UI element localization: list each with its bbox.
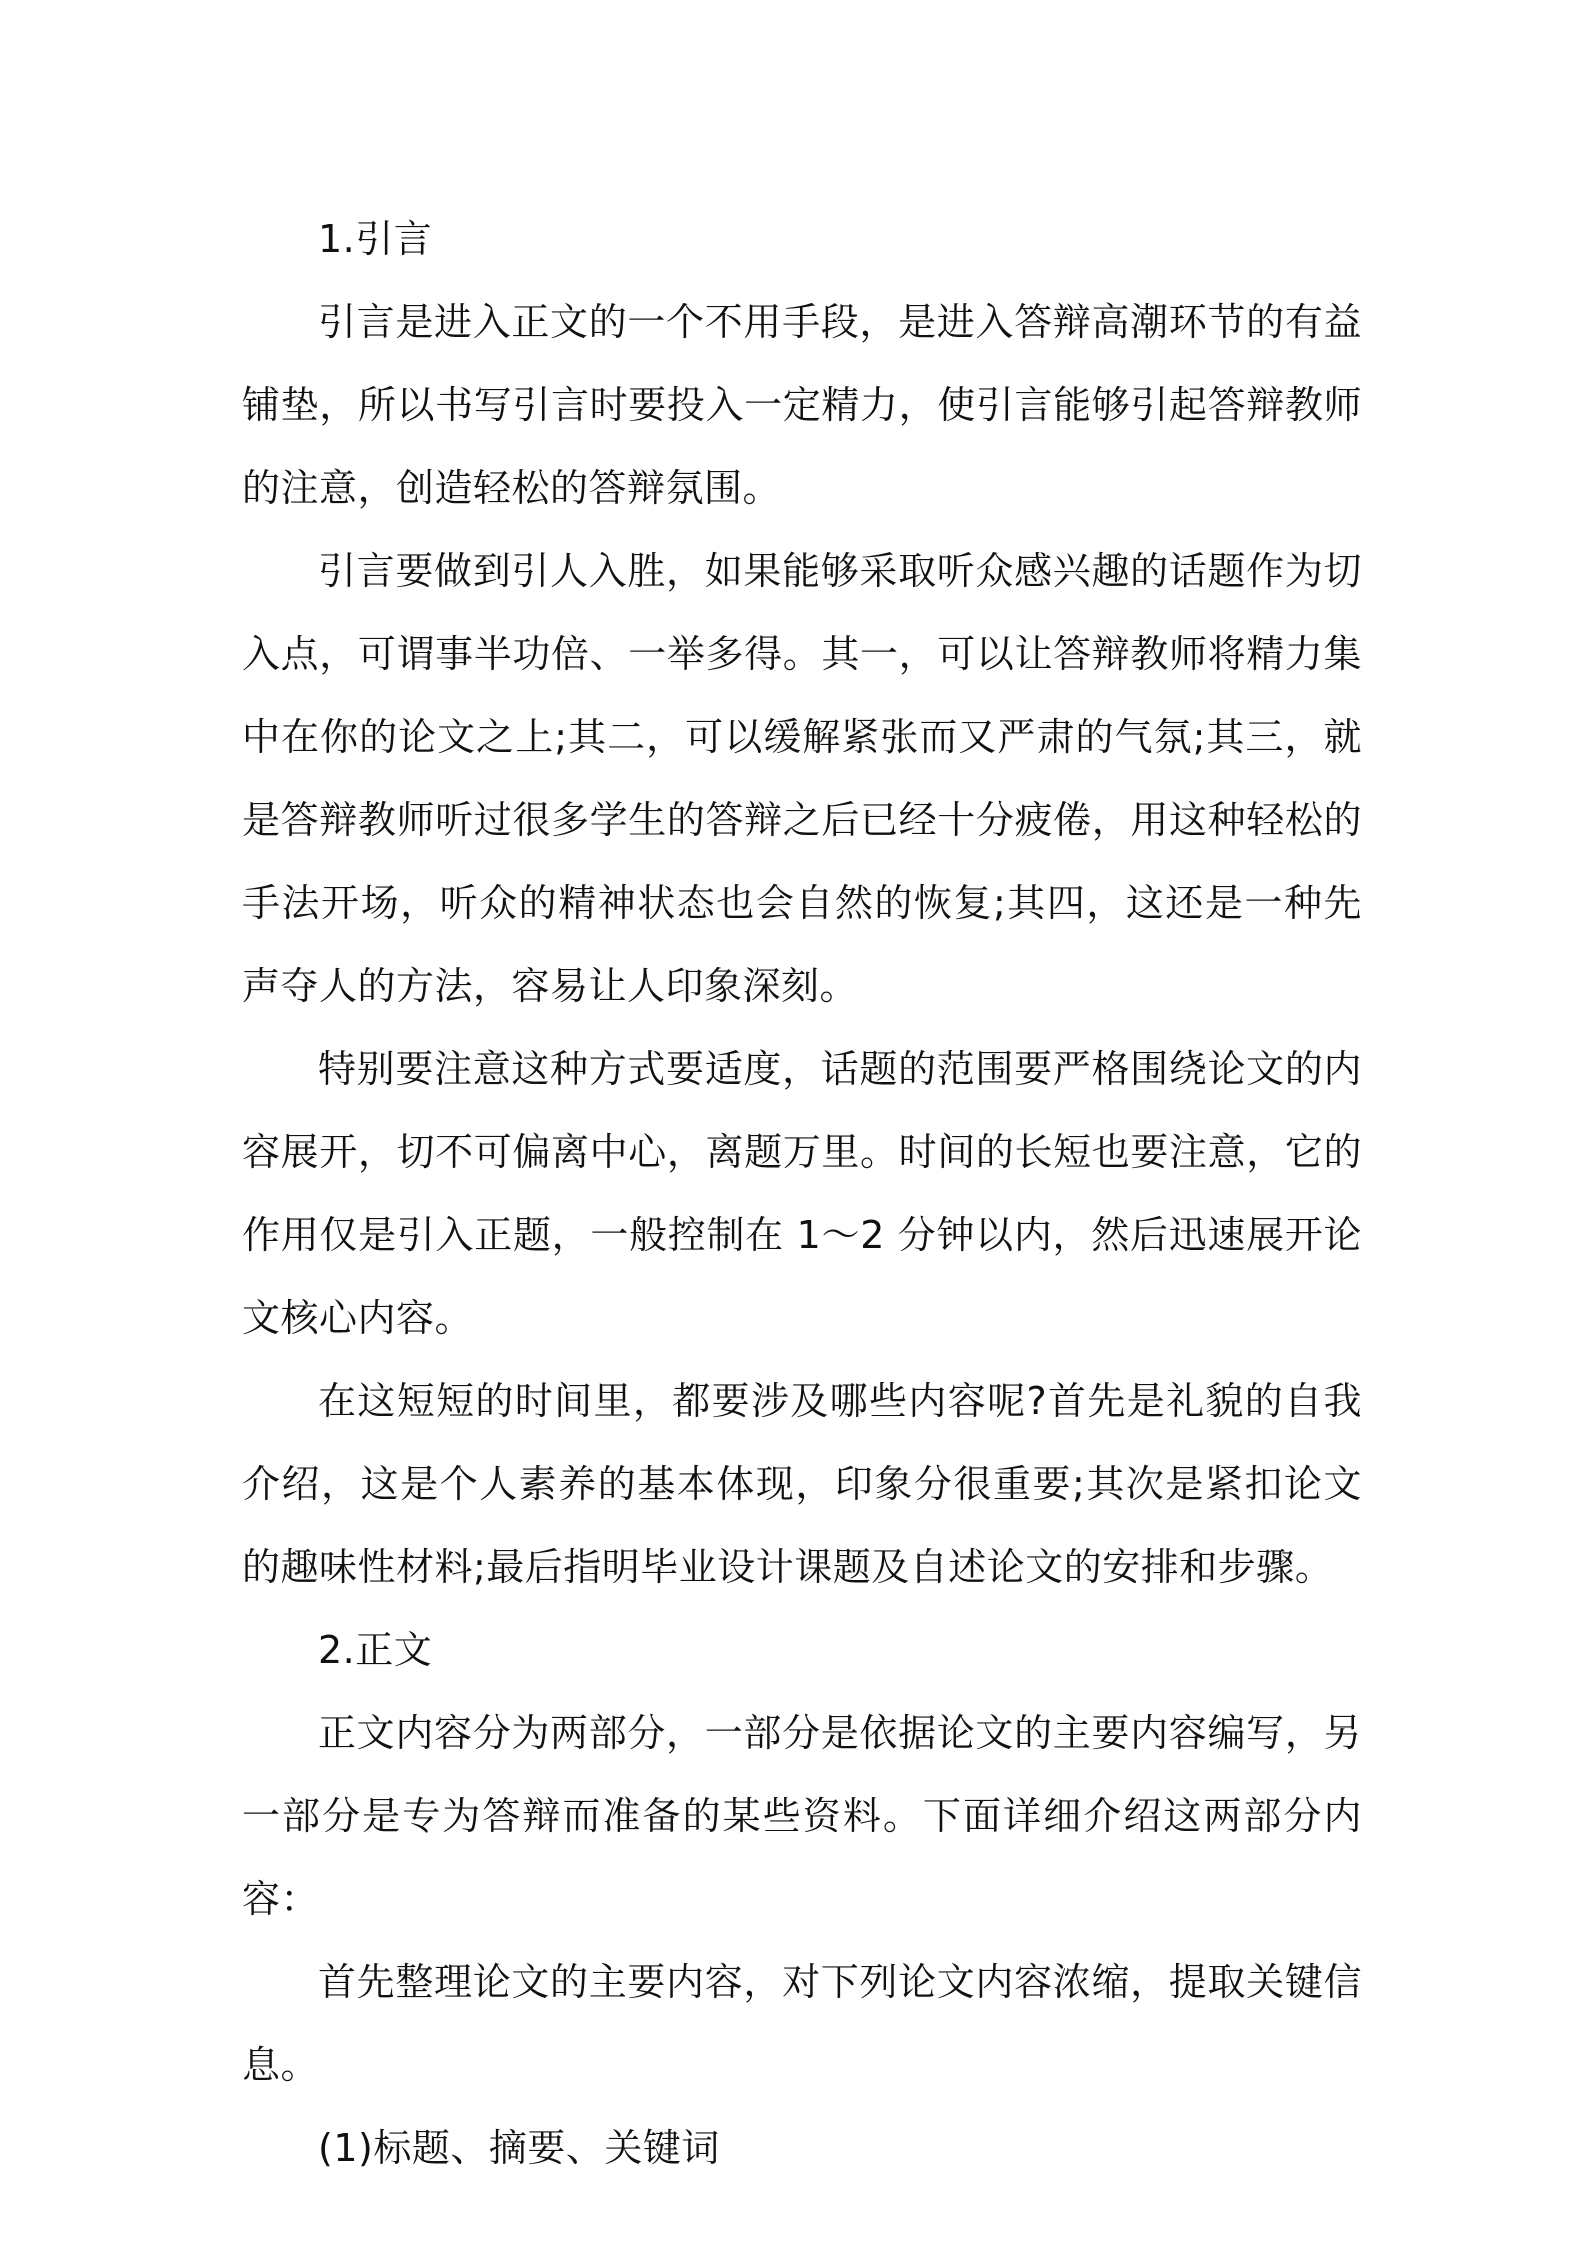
paragraph: 在这短短的时间里，都要涉及哪些内容呢?首先是礼貌的自我介绍，这是个人素养的基本体现，印象分很重要;其次是紧扣论文的趣味性材料;最后指明毕业设计课题及自述论文的安排和步骤。 — [242, 1379, 1362, 1589]
section-heading-introduction: 1.引言 — [318, 217, 433, 261]
paragraph: 引言要做到引人入胜，如果能够采取听众感兴趣的话题作为切入点，可谓事半功倍、一举多得。其一，可以让答辩教师将精力集中在你的论文之上;其二，可以缓解紧张而又严肃的气氛;其三，就是答辩教师听过很多学生的答辩之后已经十分疲倦，用这种轻松的手法开场，听众的精神状态也会自然的恢复;其四，这还是一种先声夺人的方法，容易让人印象深刻。 — [242, 549, 1362, 1008]
paragraph: 特别要注意这种方式要适度，话题的范围要严格围绕论文的内容展开，切不可偏离中心，离题万里。时间的长短也要注意，它的作用仅是引入正题，一般控制在 1～2 分钟以内，然后迅速展开论文核心内容。 — [242, 1047, 1362, 1340]
list-item: (1)标题、摘要、关键词 — [318, 2126, 720, 2170]
paragraph: 引言是进入正文的一个不用手段，是进入答辩高潮环节的有益铺垫，所以书写引言时要投入一定精力，使引言能够引起答辩教师的注意，创造轻松的答辩氛围。 — [242, 300, 1362, 510]
paragraph: 首先整理论文的主要内容，对下列论文内容浓缩，提取关键信息。 — [242, 1960, 1362, 2087]
section-heading-body: 2.正文 — [318, 1628, 433, 1672]
paragraph: 正文内容分为两部分，一部分是依据论文的主要内容编写，另一部分是专为答辩而准备的某些资料。下面详细介绍这两部分内容： — [242, 1711, 1362, 1921]
document-body — [242, 198, 1362, 2190]
